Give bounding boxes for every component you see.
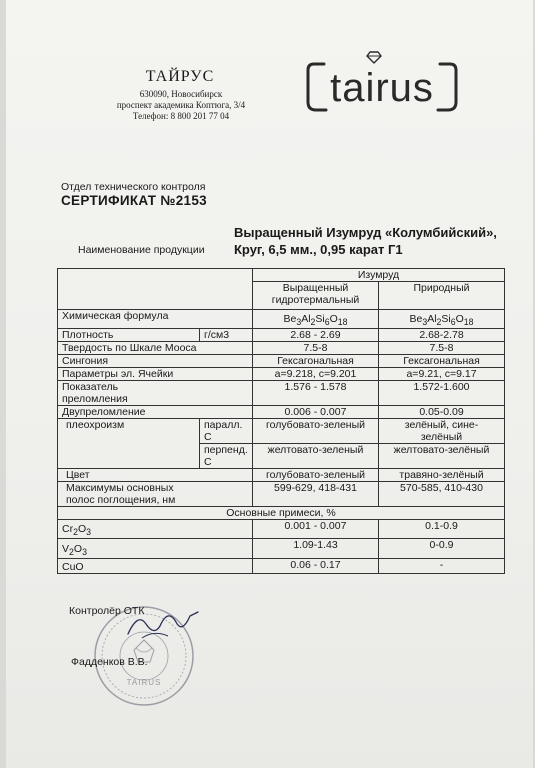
product-name-line-2: Круг, 6,5 мм., 0,95 карат Г1 (234, 242, 403, 257)
department: Отдел технического контроля (61, 181, 206, 193)
perpendicular-label-line-2: С (204, 456, 212, 469)
table-row (58, 310, 505, 329)
product-name-line-1: Выращенный Изумруд «Колумбийский», (234, 225, 497, 240)
controller-label: Контролёр ОТК (69, 605, 145, 617)
table-row (58, 559, 505, 574)
absorption-label (58, 482, 253, 507)
v2o3-grown: 1.09-1.43 (253, 539, 379, 559)
density-label: Плотность (58, 329, 200, 342)
absorption-label-line-2: полос поглощения, нм (66, 494, 176, 507)
product-label: Наименование продукции (78, 244, 205, 256)
cr2o3-grown: 0.001 - 0.007 (253, 520, 379, 539)
grown-column-header (253, 282, 379, 310)
parallel-label-line-1: паралл. (204, 419, 243, 432)
birefringence-label: Двупреломление (58, 406, 253, 419)
syngony-grown: Гексагональная (253, 355, 379, 368)
hardness-label: Твердость по Шкале Мооса (58, 342, 253, 355)
tairus-logo (306, 48, 458, 114)
density-natural: 2.68-2.78 (379, 329, 505, 342)
formula-grown: $Be_3Al_2Si_6O_{18}$ (253, 310, 379, 329)
refraction-label (58, 381, 253, 406)
company-address-street: проспект академика Коптюга, 3/4 (116, 100, 246, 110)
absorption-label-line-1: Максимумы основных (66, 482, 174, 495)
color-grown: голубовато-зеленый (253, 469, 379, 482)
absorption-natural: 570-585, 410-430 (379, 482, 505, 507)
company-phone: Телефон: 8 800 201 77 04 (132, 111, 230, 121)
table-row (58, 381, 505, 406)
logo-wordmark: tairus (330, 66, 434, 110)
hardness-natural: 7.5-8 (379, 342, 505, 355)
refraction-label-line-2: преломления (62, 393, 128, 406)
hardness-grown: 7.5-8 (253, 342, 379, 355)
parallel-label-line-2: С (204, 431, 212, 444)
table-row (58, 329, 505, 342)
stamp-label: TAIRUS (126, 678, 162, 687)
perpendicular-natural: желтовато-зелёный (379, 444, 505, 469)
company-address-city: 630090, Новосибирск (139, 89, 223, 99)
parallel-natural-line-1: зелёный, сине- (404, 419, 479, 432)
cell-params-label: Параметры эл. Ячейки (58, 368, 253, 381)
birefringence-grown: 0.006 - 0.007 (253, 406, 379, 419)
grown-header-line-1: Выращенный (282, 282, 349, 294)
density-unit: г/см3 (200, 329, 253, 342)
cell-params-grown: a=9.218, c=9.201 (253, 368, 379, 381)
birefringence-natural: 0.05-0.09 (379, 406, 505, 419)
natural-column-header: Природный (379, 282, 505, 310)
v2o3-natural: 0-0.9 (379, 539, 505, 559)
syngony-natural: Гексагональная (379, 355, 505, 368)
color-label: Цвет (58, 469, 253, 482)
cell-params-natural: a=9.21, c=9.17 (379, 368, 505, 381)
refraction-natural: 1.572-1.600 (379, 381, 505, 406)
density-grown: 2.68 - 2.69 (253, 329, 379, 342)
table-row (58, 419, 505, 444)
parallel-natural (379, 419, 505, 444)
table-row (58, 269, 505, 282)
pleochroism-label: плеохроизм (58, 419, 200, 469)
product-name (234, 224, 534, 258)
emerald-header: Изумруд (253, 269, 505, 282)
perpendicular-grown: желтовато-зеленый (253, 444, 379, 469)
perpendicular-label-line-1: перпенд. (204, 444, 248, 457)
table-row (58, 342, 505, 355)
grown-header-line-2: гидротермальный (271, 294, 360, 306)
impurities-header: Основные примеси, % (58, 507, 505, 520)
parallel-grown: голубовато-зеленый (253, 419, 379, 444)
table-row (58, 482, 505, 507)
formula-label: Химическая формула (58, 310, 253, 329)
table-row (58, 368, 505, 381)
signer-name: Фадденков В.В. (71, 656, 148, 668)
refraction-grown: 1.576 - 1.578 (253, 381, 379, 406)
absorption-grown: 599-629, 418-431 (253, 482, 379, 507)
syngony-label: Сингония (58, 355, 253, 368)
parallel-label (200, 419, 253, 444)
company-name: ТАЙРУС (145, 68, 215, 85)
table-row (58, 469, 505, 482)
parallel-natural-line-2: зелёный (420, 431, 463, 444)
v2o3-label: $V_2O_3$ (58, 539, 253, 559)
certificate-page (6, 0, 533, 768)
specs-table (57, 268, 505, 574)
cuo-grown: 0.06 - 0.17 (253, 559, 379, 574)
table-row (58, 355, 505, 368)
formula-natural: $Be_3Al_2Si_6O_{18}$ (379, 310, 505, 329)
refraction-label-line-1: Показатель (62, 381, 119, 394)
cr2o3-natural: 0.1-0.9 (379, 520, 505, 539)
table-row (58, 520, 505, 539)
table-row (58, 539, 505, 559)
color-natural: травяно-зелёный (379, 469, 505, 482)
certificate-title: СЕРТИФИКАТ №2153 (61, 193, 207, 208)
cuo-natural: - (379, 559, 505, 574)
perpendicular-label (200, 444, 253, 469)
table-row (58, 507, 505, 520)
table-corner-cell (58, 269, 253, 310)
cr2o3-label: $Cr_2O_3$ (58, 520, 253, 539)
table-row (58, 406, 505, 419)
cuo-label: CuO (58, 559, 253, 574)
